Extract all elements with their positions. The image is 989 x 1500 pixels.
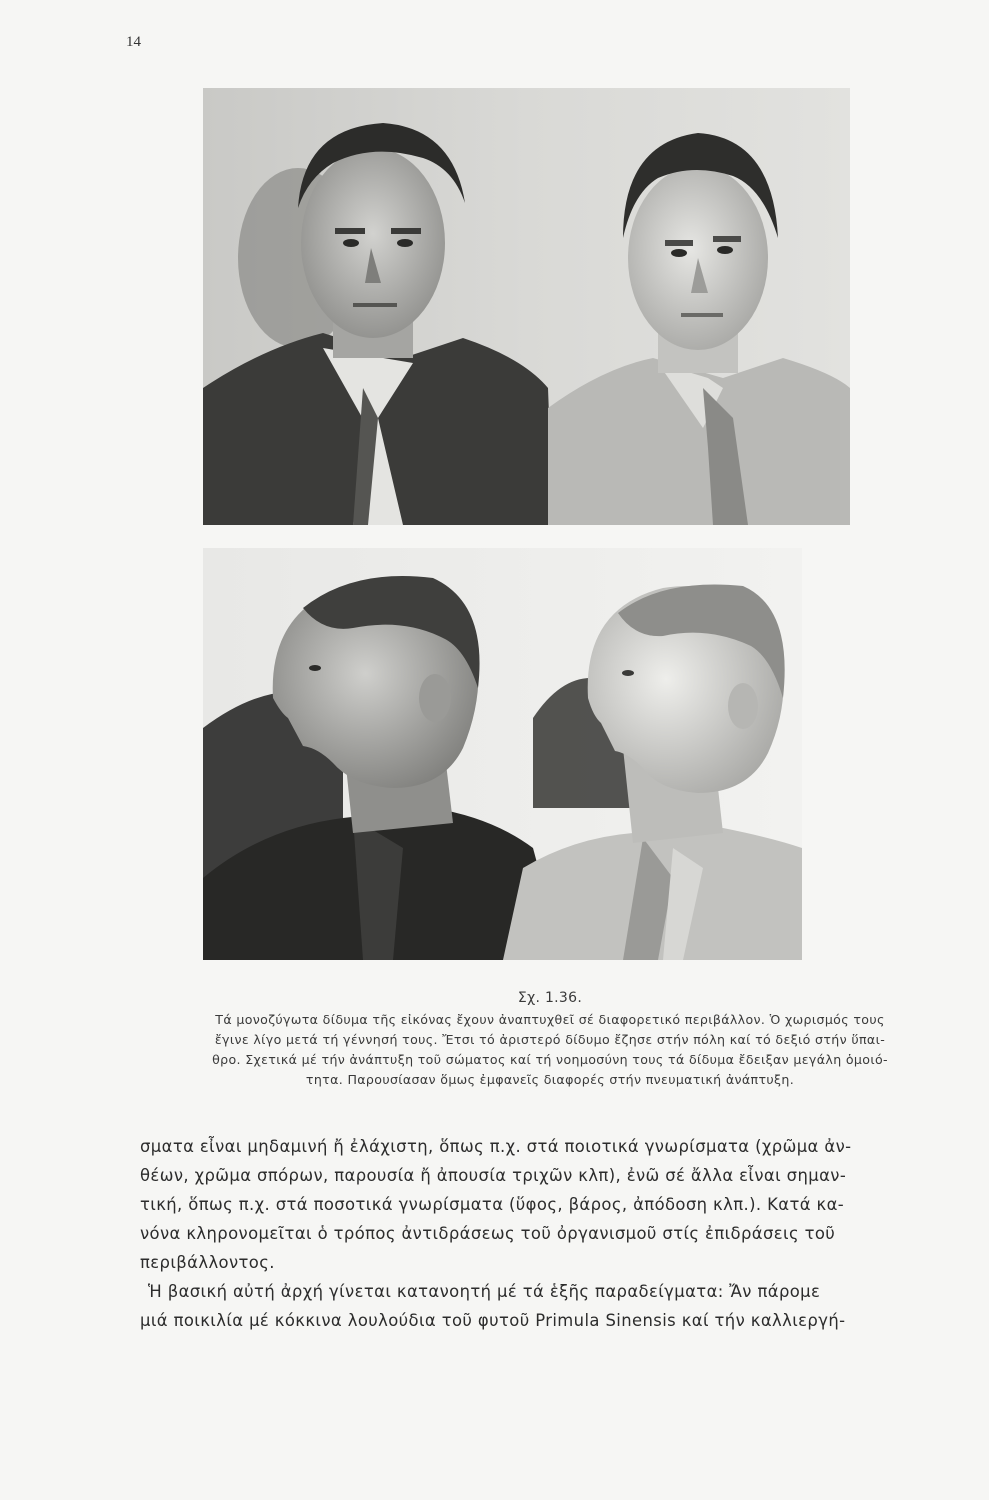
body-line: μιά ποικιλία μέ κόκκινα λουλούδια τοῦ φυτοῦ Primula Sinensis καί τήν καλλιεργή-	[140, 1311, 846, 1330]
body-line: σματα εἶναι μηδαμινή ἤ ἐλάχιστη, ὅπως π.χ. στά ποιοτικά γνωρίσματα (χρῶμα ἀν-	[140, 1137, 852, 1156]
body-line: Ἡ βασική αὐτή ἀρχή γίνεται κατανοητή μέ τά ἑξῆς παραδείγματα: Ἄν πάρομε	[148, 1282, 821, 1301]
body-line: περιβάλλοντος.	[140, 1253, 275, 1272]
caption-line: Τά μονοζύγωτα δίδυμα τῆς εἰκόνας ἔχουν ἀναπτυχθεῖ σέ διαφορετικό περιβάλλον. Ὁ χωρισμός τους	[215, 1012, 885, 1027]
page-number: 14	[126, 34, 141, 50]
caption-line: τητα. Παρουσίασαν ὅμως ἐμφανεῖς διαφορές στήν πνευματική ἀνάπτυξη.	[305, 1072, 795, 1087]
caption-line: θρο. Σχετικά μέ τήν ἀνάπτυξη τοῦ σώματος καί τή νοημοσύνη τους τά δίδυμα ἔδειξαν μεγάλη ὁμοιό-	[212, 1052, 888, 1067]
twins-front-photo	[203, 88, 850, 525]
caption-line: ἔγινε λίγο μετά τή γέννησή τους. Ἔτσι τό ἀριστερό δίδυμο ἔζησε στήν πόλη καί τό δεξιό στήν ὕπαι-	[214, 1032, 886, 1047]
figure-caption	[140, 990, 960, 1090]
body-line: θέων, χρῶμα σπόρων, παρουσία ἤ ἀπουσία τριχῶν κλπ), ἐνῶ σέ ἄλλα εἶναι σημαν-	[140, 1166, 847, 1185]
caption-title: Σχ. 1.36.	[517, 990, 583, 1006]
body-line: νόνα κληρονομεῖται ὁ τρόπος ἀντιδράσεως τοῦ ὀργανισμοῦ στίς ἐπιδράσεις τοῦ	[140, 1224, 836, 1243]
body-line: τική, ὅπως π.χ. στά ποσοτικά γνωρίσματα (ὕφος, βάρος, ἀπόδοση κλπ.). Κατά κα-	[140, 1195, 845, 1214]
twins-profile-photo	[203, 548, 802, 960]
body-text	[140, 1132, 960, 1335]
